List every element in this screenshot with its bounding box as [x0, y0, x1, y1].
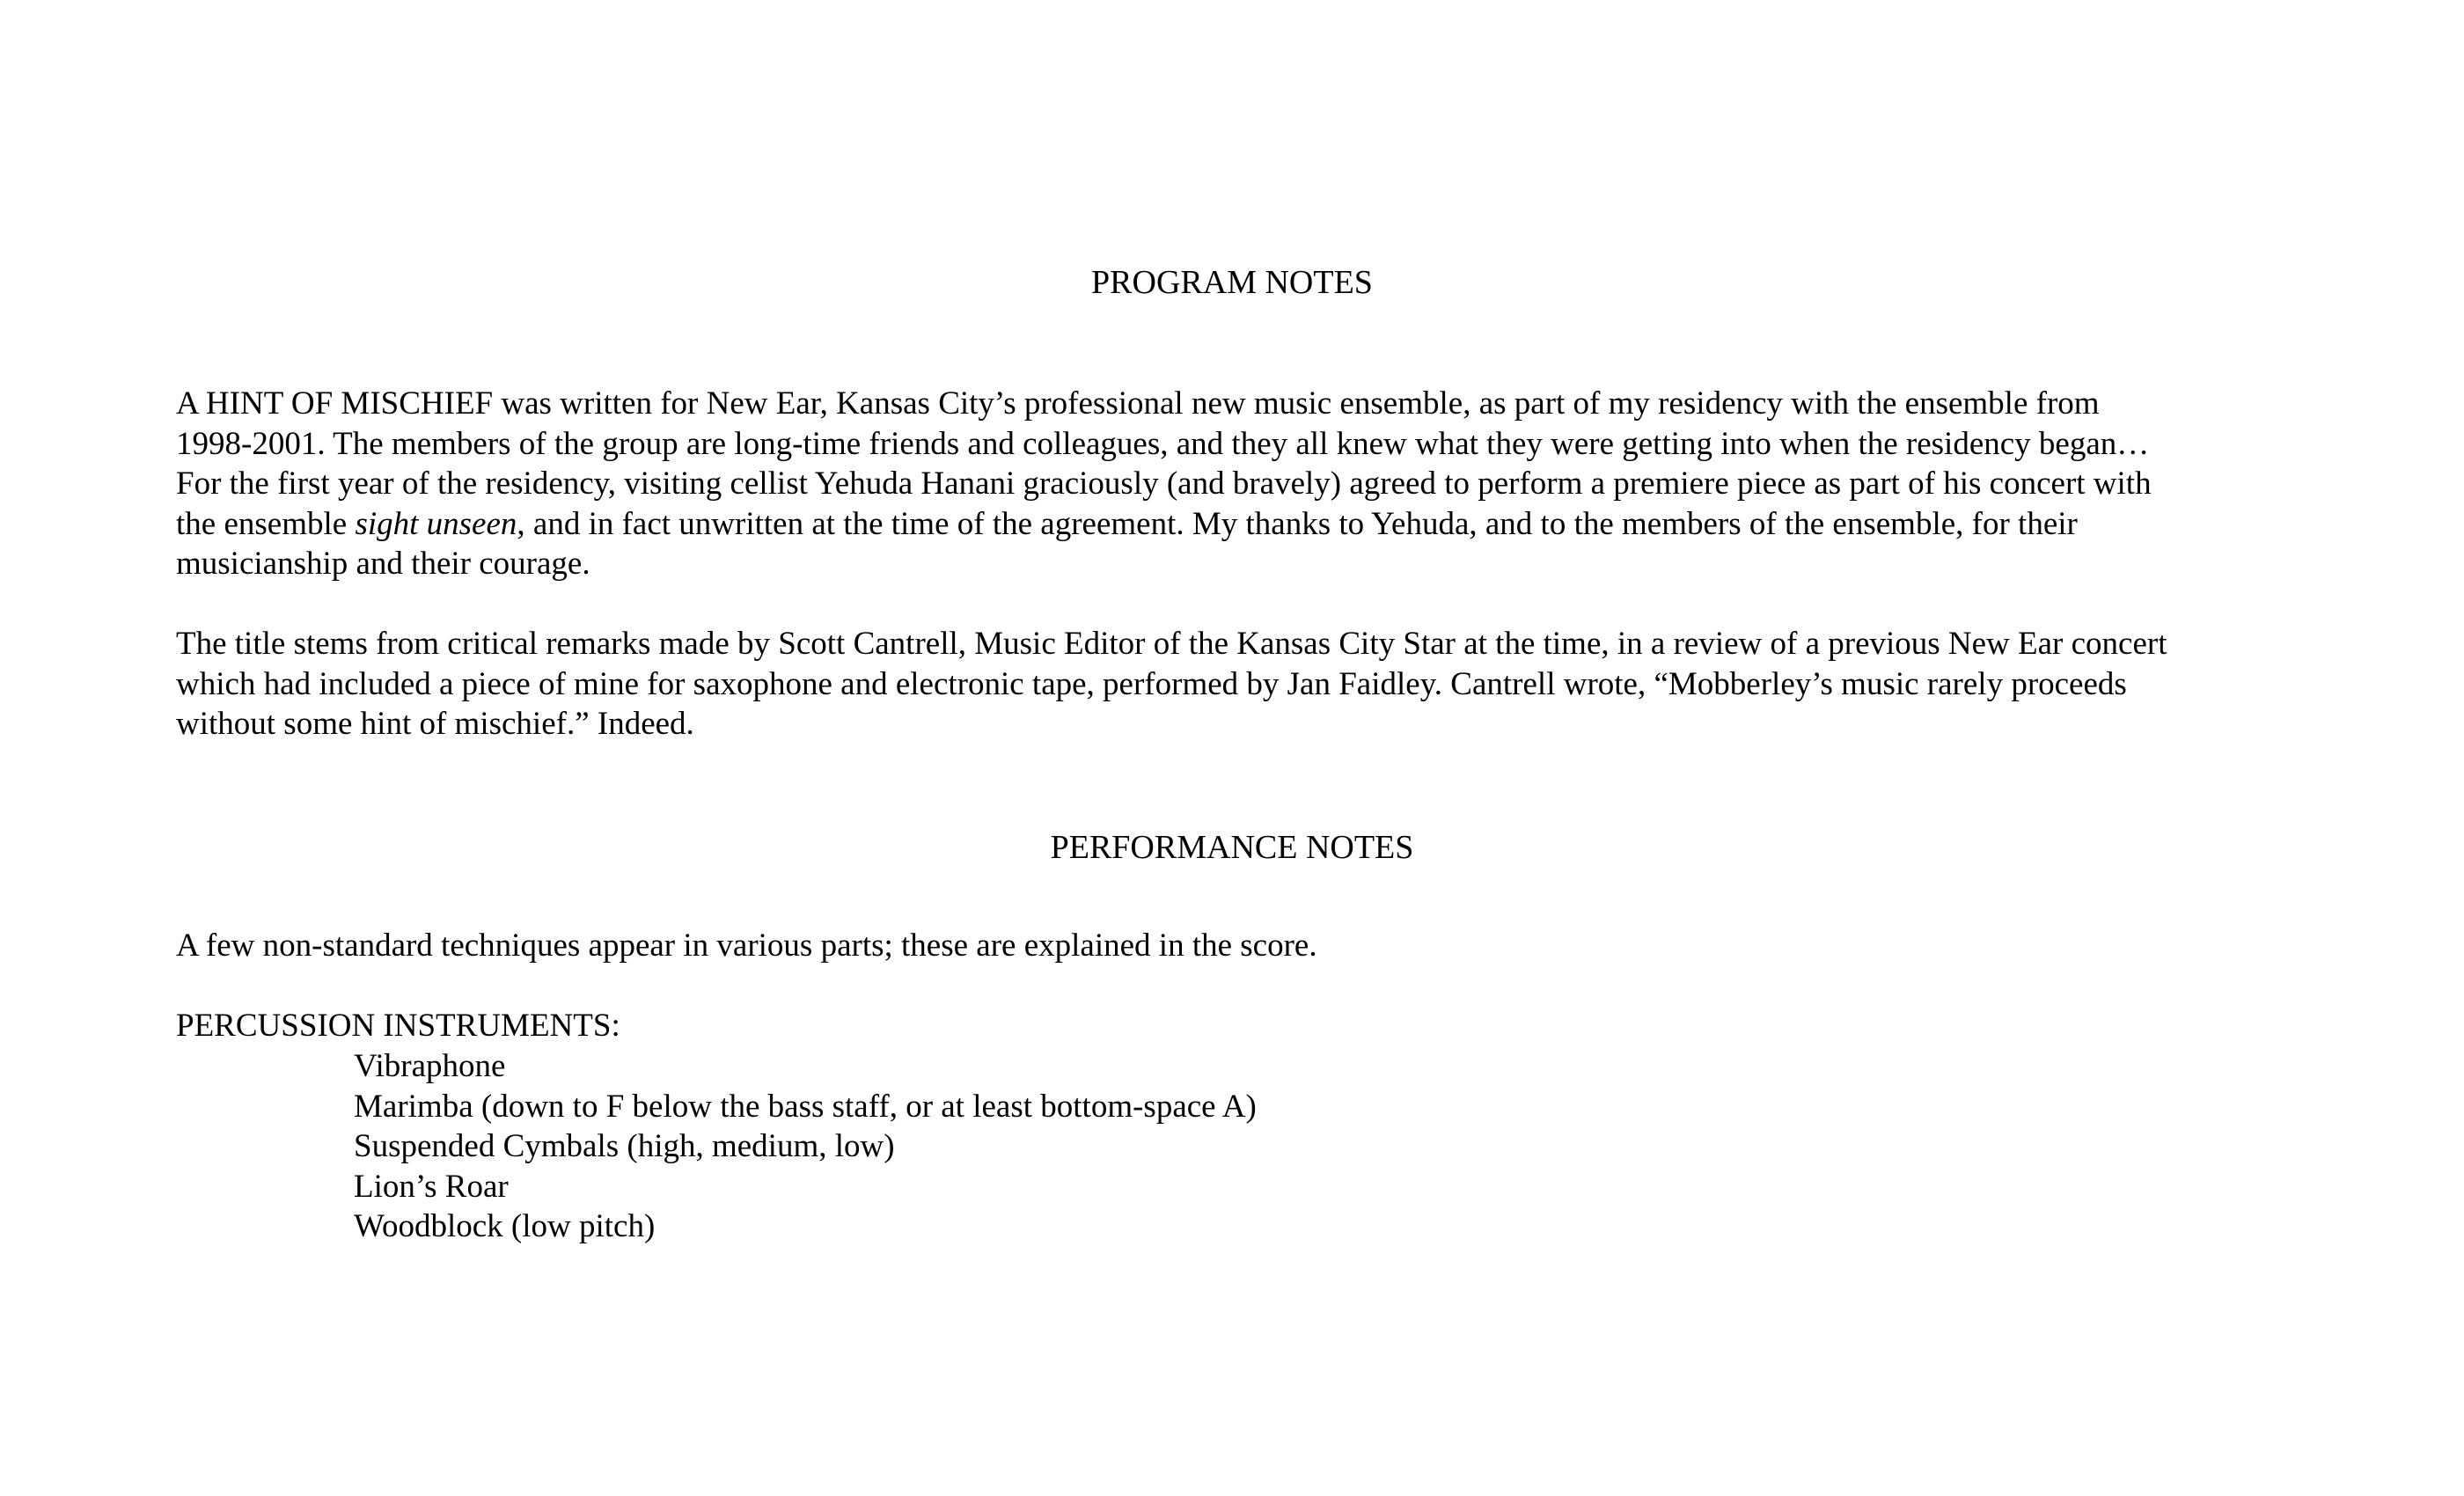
- italic-phrase: sight unseen: [355, 505, 517, 542]
- paragraph-1-line-2: 1998-2001. The members of the group are long-time friends and colleagues, and they all knew what they were getting into when the residency began…: [176, 425, 2150, 462]
- percussion-instruments-label: PERCUSSION INSTRUMENTS:: [176, 1008, 620, 1044]
- program-notes-heading: PROGRAM NOTES: [1091, 264, 1373, 301]
- line-4-text-end: , and in fact unwritten at the time of the agreement. My thanks to Yehuda, and to the members of the ensemble, for their: [517, 505, 2078, 542]
- line-4-text-start: the ensemble: [176, 505, 356, 542]
- performance-notes-heading: PERFORMANCE NOTES: [1050, 829, 1414, 866]
- paragraph-1-line-5: musicianship and their courage.: [176, 546, 590, 582]
- instrument-item: Woodblock (low pitch): [354, 1208, 656, 1244]
- percussion-instrument-list: [354, 1046, 1257, 1247]
- paragraph-1-line-3: For the first year of the residency, visiting cellist Yehuda Hanani graciously (and bravely) agreed to perform a premiere piece as part of his concert with: [176, 466, 2152, 502]
- instrument-item: Suspended Cymbals (high, medium, low): [354, 1128, 895, 1164]
- paragraph-1-line-4: [176, 504, 2358, 545]
- paragraph-1-line-1: A HINT OF MISCHIEF was written for New Ear, Kansas City’s professional new music ensemble, as part of my residency with the ensemble from: [176, 385, 2100, 422]
- instrument-item: Marimba (down to F below the bass staff, or at least bottom-space A): [354, 1088, 1257, 1125]
- paragraph-2-line-1: The title stems from critical remarks made by Scott Cantrell, Music Editor of the Kansas City Star at the time, in a review of a previous New Ear concert: [176, 626, 2167, 662]
- performance-notes-intro: A few non-standard techniques appear in various parts; these are explained in the score.: [176, 928, 1317, 964]
- paragraph-2-line-2: which had included a piece of mine for saxophone and electronic tape, performed by Jan Faidley. Cantrell wrote, “Mobberley’s music rarely proceeds: [176, 665, 2127, 702]
- paragraph-2-line-3: without some hint of mischief.” Indeed.: [176, 706, 694, 742]
- instrument-item: Lion’s Roar: [354, 1168, 509, 1205]
- instrument-item: Vibraphone: [354, 1048, 506, 1084]
- program-notes-paragraph-1: [176, 384, 2358, 584]
- program-notes-paragraph-2: [176, 624, 2358, 744]
